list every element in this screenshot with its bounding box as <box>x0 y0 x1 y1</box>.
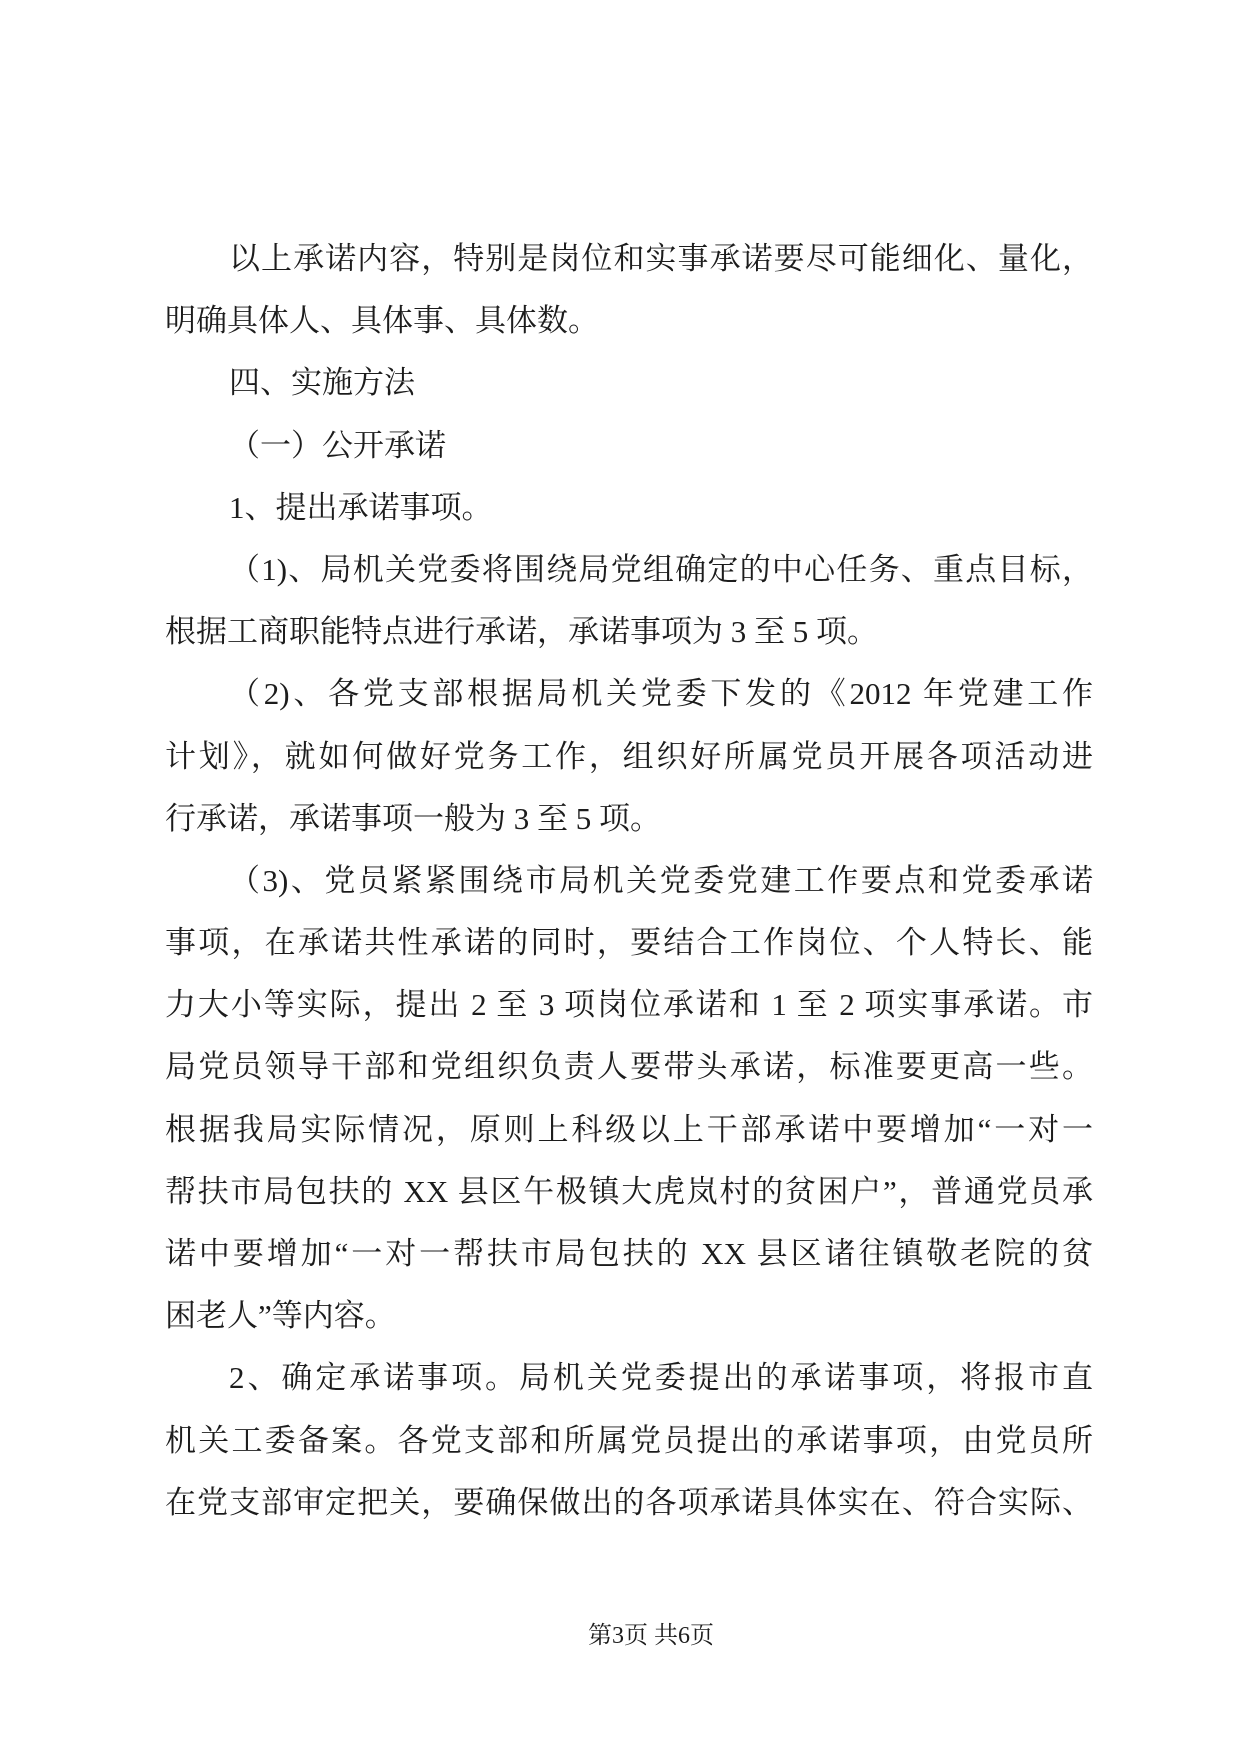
paragraph <box>165 663 1093 850</box>
text-line: 局党员领导干部和党组织负责人要带头承诺，标准要更高一些。 <box>165 1049 1093 1085</box>
text-line: 以上承诺内容，特别是岗位和实事承诺要尽可能细化、量化， <box>229 241 1093 276</box>
item-heading-text: 1、提出承诺事项。 <box>229 489 493 525</box>
page-number: 第3页 共6页 <box>588 1623 714 1649</box>
section-heading-text: 四、实施方法 <box>229 365 415 401</box>
text-line: 事项，在承诺共性承诺的同时，要结合工作岗位、个人特长、能 <box>165 925 1093 961</box>
item-heading <box>165 477 1093 539</box>
paragraph <box>165 228 1093 352</box>
paragraph <box>165 1347 1093 1534</box>
text-line: （2)、各党支部根据局机关党委下发的《2012 年党建工作 <box>229 676 1093 712</box>
text-line: 机关工委备案。各党支部和所属党员提出的承诺事项，由党员所 <box>165 1422 1093 1458</box>
subsection-heading-text: （一）公开承诺 <box>229 427 446 463</box>
text-line: 力大小等实际，提出 2 至 3 项岗位承诺和 1 至 2 项实事承诺。市 <box>165 987 1093 1023</box>
text-line: （1)、局机关党委将围绕局党组确定的中心任务、重点目标， <box>229 551 1093 587</box>
paragraph <box>165 539 1093 663</box>
text-line: 行承诺，承诺事项一般为 3 至 5 项。 <box>165 800 661 836</box>
text-line: 根据工商职能特点进行承诺，承诺事项为 3 至 5 项。 <box>165 614 878 650</box>
text-line: 困老人”等内容。 <box>165 1298 396 1334</box>
subsection-heading <box>165 415 1093 477</box>
text-line: 帮扶市局包扶的 XX 县区午极镇大虎岚村的贫困户”，普通党员承 <box>165 1173 1093 1209</box>
text-line: 明确具体人、具体事、具体数。 <box>165 303 599 339</box>
text-line: 2、确定承诺事项。局机关党委提出的承诺事项，将报市直 <box>229 1360 1093 1396</box>
text-line: （3)、党员紧紧围绕市局机关党委党建工作要点和党委承诺 <box>229 862 1093 898</box>
text-line: 诺中要增加“一对一帮扶市局包扶的 XX 县区诸往镇敬老院的贫 <box>165 1236 1093 1271</box>
document-body <box>165 228 1093 1534</box>
text-line: 根据我局实际情况，原则上科级以上干部承诺中要增加“一对一 <box>165 1111 1093 1147</box>
text-line: 在党支部审定把关，要确保做出的各项承诺具体实在、符合实际、 <box>165 1484 1093 1520</box>
section-heading <box>165 352 1093 414</box>
paragraph <box>165 850 1093 1348</box>
text-line: 计划》，就如何做好党务工作，组织好所属党员开展各项活动进 <box>165 738 1093 774</box>
